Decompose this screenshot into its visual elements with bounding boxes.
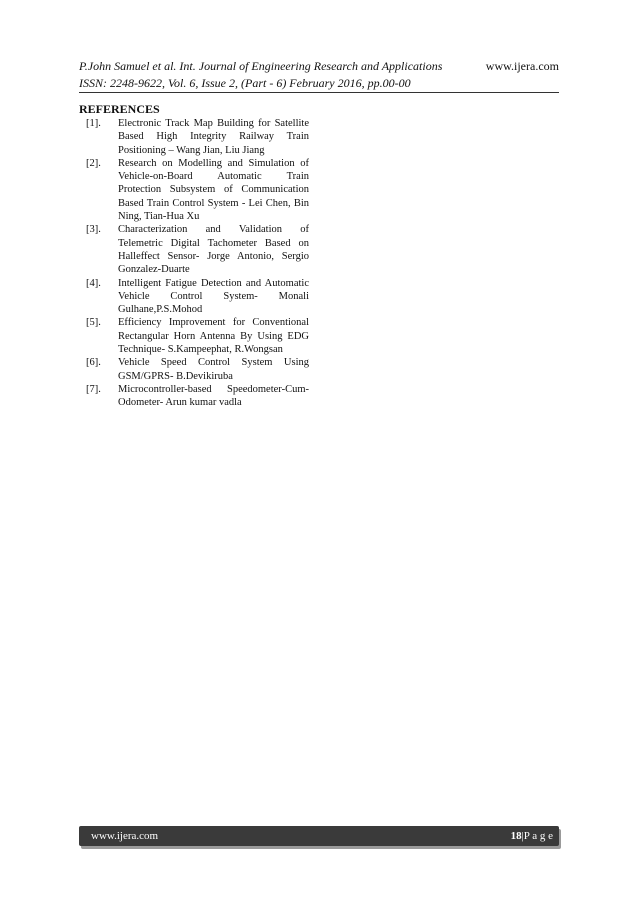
reference-item: [79, 383, 309, 410]
footer-website-link[interactable]: www.ijera.com: [91, 830, 159, 842]
reference-text: Microcontroller-based Speedometer-Cum-Odometer- Arun kumar vadla: [118, 383, 309, 409]
page-footer: [79, 826, 559, 846]
page-number: 18: [510, 830, 522, 842]
page-header: [79, 58, 559, 92]
reference-item: [79, 316, 309, 356]
reference-number: [3].: [86, 224, 101, 236]
header-divider: [79, 92, 559, 93]
header-website-link[interactable]: www.ijera.com: [485, 59, 559, 73]
header-line-1: [79, 58, 559, 75]
reference-text: Electronic Track Map Building for Satellite Based High Integrity Railway Train Positioning – Wang Jian, Liu Jiang: [118, 118, 309, 156]
reference-number: [5].: [86, 317, 101, 329]
page-label: |P a g e: [521, 830, 553, 842]
reference-number: [6].: [86, 357, 101, 369]
reference-number: [1].: [86, 118, 101, 129]
reference-text: Efficiency Improvement for Conventional Rectangular Horn Antenna By Using EDG Technique- S.Kampeephat, R.Wongsan: [118, 317, 309, 356]
reference-list: [79, 117, 309, 410]
reference-item: [79, 117, 309, 157]
references-heading: REFERENCES: [79, 102, 160, 116]
reference-item: [79, 356, 309, 383]
references-section: [79, 102, 309, 410]
footer-page-indicator: [511, 826, 553, 846]
reference-number: [7].: [86, 383, 101, 395]
reference-number: [2].: [86, 157, 101, 169]
reference-number: [4].: [86, 277, 101, 289]
reference-text: Characterization and Validation of Telemetric Digital Tachometer Based on Halleffect Sensor- Jorge Antonio, Sergio Gonzalez-Duarte: [118, 224, 309, 276]
reference-text: Intelligent Fatigue Detection and Automatic Vehicle Control System- Monali Gulhane,P.S.Mohod: [118, 277, 309, 316]
issn-line: ISSN: 2248-9622, Vol. 6, Issue 2, (Part - 6) February 2016, pp.00-00: [79, 76, 411, 90]
reference-item: [79, 157, 309, 223]
reference-text: Vehicle Speed Control System Using GSM/GPRS- B.Devikiruba: [118, 357, 309, 382]
reference-item: [79, 223, 309, 276]
reference-item: [79, 277, 309, 317]
journal-citation: P.John Samuel et al. Int. Journal of Engineering Research and Applications: [79, 59, 443, 73]
reference-text: Research on Modelling and Simulation of Vehicle-on-Board Automatic Train Protection Subsystem of Communication Based Train Control System - Lei Chen, Bin Ning, Tian-Hua Xu: [118, 157, 309, 223]
